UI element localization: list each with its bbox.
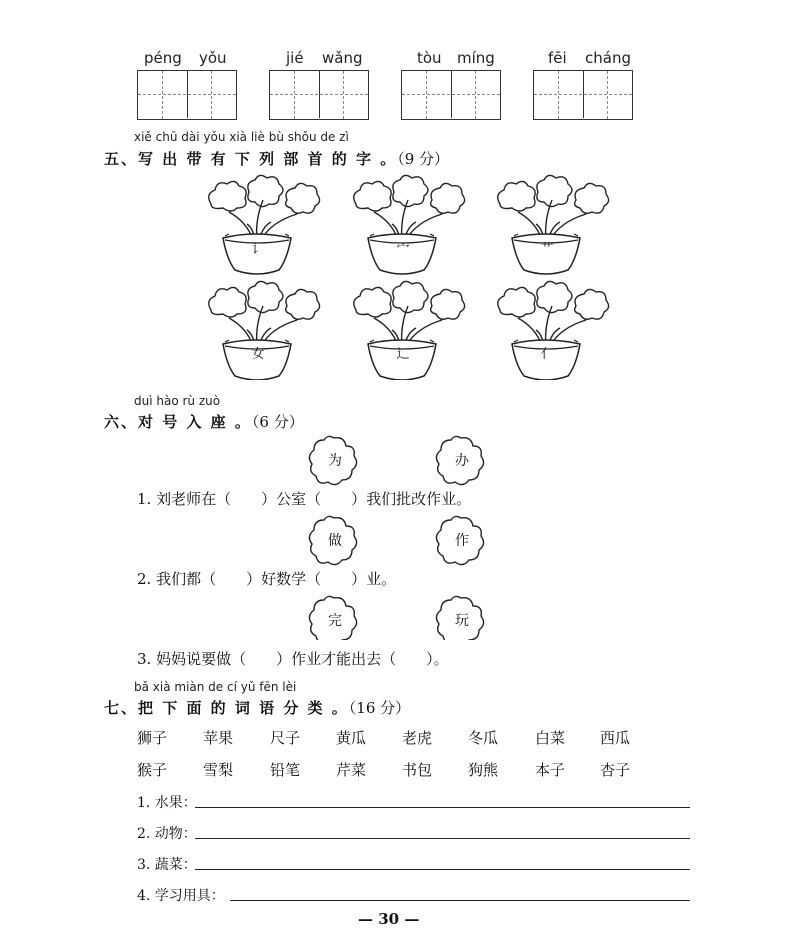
word: 书包 [402,761,433,779]
section5-points: （9 分） [397,150,450,168]
word: 杏子 [600,761,631,779]
section5-pinyin: xiě chū dài yǒu xià liè bù shǒu de zì [134,130,349,144]
word: 老虎 [402,729,433,747]
flower-pot [209,175,320,274]
word-choice: 为 [328,453,342,469]
pinyin-label: míng [457,49,495,67]
section6-title: 六、对 号 入 座 。（6 分） [104,413,304,431]
word-choice: 玩 [455,613,469,629]
section6-pinyin: duì hào rù zuò [134,394,221,408]
word-choice: 办 [455,453,469,469]
word-choice: 完 [328,613,342,629]
word: 芹菜 [336,761,367,779]
writing-grid[interactable] [137,70,237,120]
radical-label: 辶 [396,347,410,362]
flower-pot [209,281,320,380]
sentence-1: 1. 刘老师在（ ）公室（ ）我们批改作业。 [137,490,472,508]
answer-line-fruit[interactable] [195,807,690,808]
pinyin-label: péng [144,49,182,67]
category-fruit-label: 1. 水果： [137,795,197,811]
word: 苹果 [203,729,234,747]
section5-title: 五、写 出 带 有 下 列 部 首 的 字 。（9 分） [104,150,450,168]
word: 本子 [535,761,566,779]
section7-points: （16 分） [348,699,411,717]
word: 西瓜 [600,729,631,747]
radical-label: 艹 [540,242,554,257]
radical-label: 宀 [396,242,410,257]
category-vegetable-label: 3. 蔬菜： [137,857,197,873]
flower-pot [354,175,465,274]
flower-pot [498,281,609,380]
word: 狗熊 [468,761,499,779]
word: 冬瓜 [468,729,499,747]
answer-line-vegetable[interactable] [195,869,690,870]
pinyin-label: yǒu [199,49,227,67]
word: 狮子 [137,729,168,747]
flower-pot [354,281,465,380]
section7-pinyin: bǎ xià miàn de cí yǔ fēn lèi [134,680,297,694]
category-stationery-label: 4. 学习用具： [137,888,225,904]
answer-line-stationery[interactable] [230,900,690,901]
pinyin-label: wǎng [322,49,363,67]
sentence-2: 2. 我们都（ ）好数学（ ）业。 [137,570,397,588]
word: 尺子 [270,729,301,747]
word-choice: 做 [328,533,342,549]
flower-pot [498,175,609,274]
word: 铅笔 [270,761,301,779]
category-animal-label: 2. 动物： [137,826,197,842]
pinyin-label: fēi [548,49,567,67]
sentence-3: 3. 妈妈说要做（ ）作业才能出去（ ）。 [137,650,449,668]
section6-points: （6 分） [251,413,304,431]
word: 黄瓜 [336,729,367,747]
section7-title: 七、把 下 面 的 词 语 分 类 。（16 分） [104,699,411,717]
word-flowers-area [0,430,800,640]
word: 雪梨 [203,761,234,779]
answer-line-animal[interactable] [195,838,690,839]
page-number: — 30 — [358,910,420,928]
radical-label: 讠 [251,242,265,257]
writing-grid[interactable] [269,70,369,120]
writing-grid[interactable] [533,70,633,120]
word: 猴子 [137,761,168,779]
word: 白菜 [535,729,566,747]
radical-label: 女 [251,347,265,362]
pinyin-label: jié [286,49,304,67]
pinyin-label: tòu [417,49,442,67]
radical-label: 亻 [540,347,554,362]
pinyin-label: cháng [585,49,631,67]
writing-grid[interactable] [401,70,501,120]
word-choice: 作 [455,533,469,549]
